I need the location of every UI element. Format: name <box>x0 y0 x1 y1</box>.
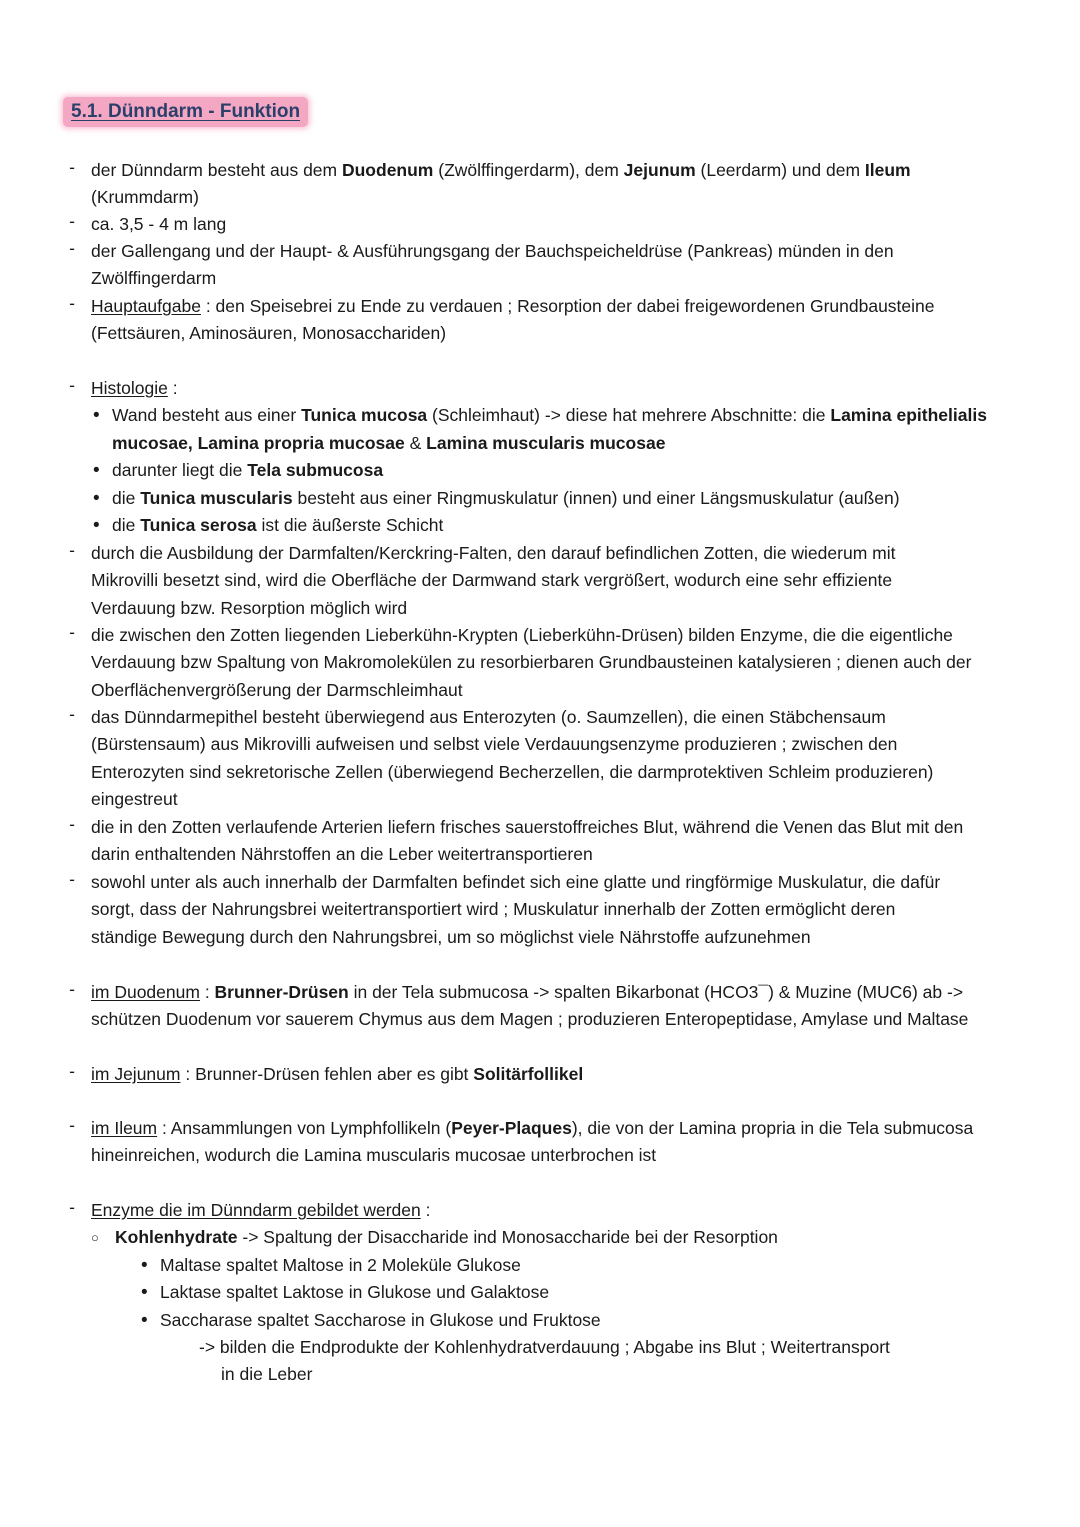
paragraph-duodenum: im Duodenum : Brunner-Drüsen in der Tela submucosa -> spalten Bikarbonat (HCO3¯) & Muzine (MUC6) ab -> schützen Duodenum vor sauerem Chymus aus dem Magen ; produzieren Enteropeptidase, Amylase und Maltase <box>91 982 969 1030</box>
bullet-item: • die Tunica muscularis besteht aus einer Ringmuskulatur (innen) und einer Längsmuskulatur (außen) <box>91 485 1020 512</box>
bullet-item: • Saccharase spaltet Saccharose in Glukose und Fruktose <box>139 1307 1020 1334</box>
paragraph-histologie: Histologie : • Wand besteht aus einer Tunica mucosa (Schleimhaut) -> diese hat mehrere Abschnitte: die Lamina epithelialis mucosae, Lamina propria mucosae & Lamina muscularis mucosae • darunter liegt die Tela submucosa • die Tunica muscularis besteht aus einer Ringmuskulatur (innen) und einer Längsmuskulatur (außen) • die Tunica serosa ist die äußerste Schicht <box>91 375 1020 539</box>
paragraph-jejunum: im Jejunum : Brunner-Drüsen fehlen aber es gibt Solitärfollikel <box>91 1064 584 1084</box>
paragraph-lieberkuehn: die zwischen den Zotten liegenden Lieberkühn-Krypten (Lieberkühn-Drüsen) bilden Enzyme, die die eigentliche Verdauung bzw Spaltung von Makromolekülen zu resorbierbaren Grundbausteinen katalysieren ; dienen auch der Oberflächenvergrößerung der Darmschleimhaut <box>91 625 972 700</box>
bullet-item: • Maltase spaltet Maltose in 2 Moleküle Glukose <box>139 1252 1020 1279</box>
dash-bullet: - <box>69 211 75 231</box>
paragraph-duenndarm-parts: der Dünndarm besteht aus dem Duodenum (Zwölffingerdarm), dem Jejunum (Leerdarm) und dem Ileum (Krummdarm) <box>91 160 911 208</box>
bullet-item: • darunter liegt die Tela submucosa <box>91 457 1020 484</box>
dash-bullet: - <box>69 293 75 313</box>
paragraph-darmfalten: durch die Ausbildung der Darmfalten/Kerckring-Falten, den darauf befindlichen Zotten, die wiederum mit Mikrovilli besetzt sind, wird die Oberfläche der Darmwand stark vergrößert, wodurch eine sehr effiziente Verdauung bzw. Resorption möglich wird <box>91 543 896 618</box>
dash-bullet: - <box>69 238 75 258</box>
paragraph-ileum: im Ileum : Ansammlungen von Lymphfollikeln (Peyer-Plaques), die von der Lamina propria in die Tela submucosa hineinreichen, wodurch die Lamina muscularis mucosae unterbrochen ist <box>91 1118 974 1166</box>
dash-bullet: - <box>69 814 75 834</box>
paragraph-duenndarmepithel: das Dünndarmepithel besteht überwiegend aus Enterozyten (o. Saumzellen), die einen Stäbchensaum (Bürstensaum) aus Mikrovilli aufweisen und selbst viele Verdauungsenzyme produzieren ; zwischen den Enterozyten sind sekretorische Zellen (überwiegend Becherzellen, die darmprotektiven Schleim produzieren) eingestreut <box>91 707 934 810</box>
dash-bullet: - <box>69 1061 75 1081</box>
paragraph-muskulatur: sowohl unter als auch innerhalb der Darmfalten befindet sich eine glatte und ringförmige Muskulatur, die dafür sorgt, dass der Nahrungsbrei weitertransportiert wird ; Muskulatur innerhalb der Zotten ermöglicht deren ständige Bewegung durch den Nahrungsbrei, um so möglichst viele Nährstoffe aufzunehmen <box>91 872 941 947</box>
dash-bullet: - <box>69 1197 75 1217</box>
bullet-item: • Wand besteht aus einer Tunica mucosa (Schleimhaut) -> diese hat mehrere Abschnitte: die Lamina epithelialis mucosae, Lamina propria mucosae & Lamina muscularis mucosae <box>91 402 1020 457</box>
circle-bullet-item: ○ Kohlenhydrate -> Spaltung der Disaccharide ind Monosaccharide bei der Resorption <box>91 1224 1020 1251</box>
dash-bullet: - <box>69 157 75 177</box>
endprodukte-line-cont: in die Leber <box>221 1364 313 1385</box>
dash-bullet: - <box>69 704 75 724</box>
paragraph-enzyme: Enzyme die im Dünndarm gebildet werden : ○ Kohlenhydrate -> Spaltung der Disaccharide ind Monosaccharide bei der Resorption • Maltase spaltet Maltose in 2 Moleküle Glukose • Laktase spaltet Laktose in Glukose und Galaktose • Saccharase spaltet Saccharose in Glukose und Fruktose -> bilden die Endprodukte der Kohlenhydratverdauung ; Abgabe ins Blut ; Weitertransport in die Leber <box>91 1197 1020 1389</box>
dash-bullet: - <box>69 869 75 889</box>
section-title: 5.1. Dünndarm - Funktion <box>63 97 308 127</box>
bullet-item: • Laktase spaltet Laktose in Glukose und Galaktose <box>139 1279 1020 1306</box>
paragraph-gallengang: der Gallengang und der Haupt- & Ausführungsgang der Bauchspeicheldrüse (Pankreas) münden in den Zwölffingerdarm <box>91 241 894 289</box>
paragraph-length: ca. 3,5 - 4 m lang <box>91 214 227 234</box>
dash-bullet: - <box>69 540 75 560</box>
dash-bullet: - <box>69 1115 75 1135</box>
dash-bullet: - <box>69 979 75 999</box>
dash-bullet: - <box>69 622 75 642</box>
endprodukte-line: -> bilden die Endprodukte der Kohlenhydratverdauung ; Abgabe ins Blut ; Weitertransport <box>199 1337 890 1358</box>
paragraph-hauptaufgabe: Hauptaufgabe : den Speisebrei zu Ende zu verdauen ; Resorption der dabei freigewordenen Grundbausteine (Fettsäuren, Aminosäuren, Monosacchariden) <box>91 296 935 344</box>
paragraph-arterien: die in den Zotten verlaufende Arterien liefern frisches sauerstoffreiches Blut, während die Venen das Blut mit den darin enthaltenden Nährstoffen an die Leber weitertransportieren <box>91 817 964 865</box>
dash-bullet: - <box>69 375 75 395</box>
bullet-item: • die Tunica serosa ist die äußerste Schicht <box>91 512 1020 539</box>
